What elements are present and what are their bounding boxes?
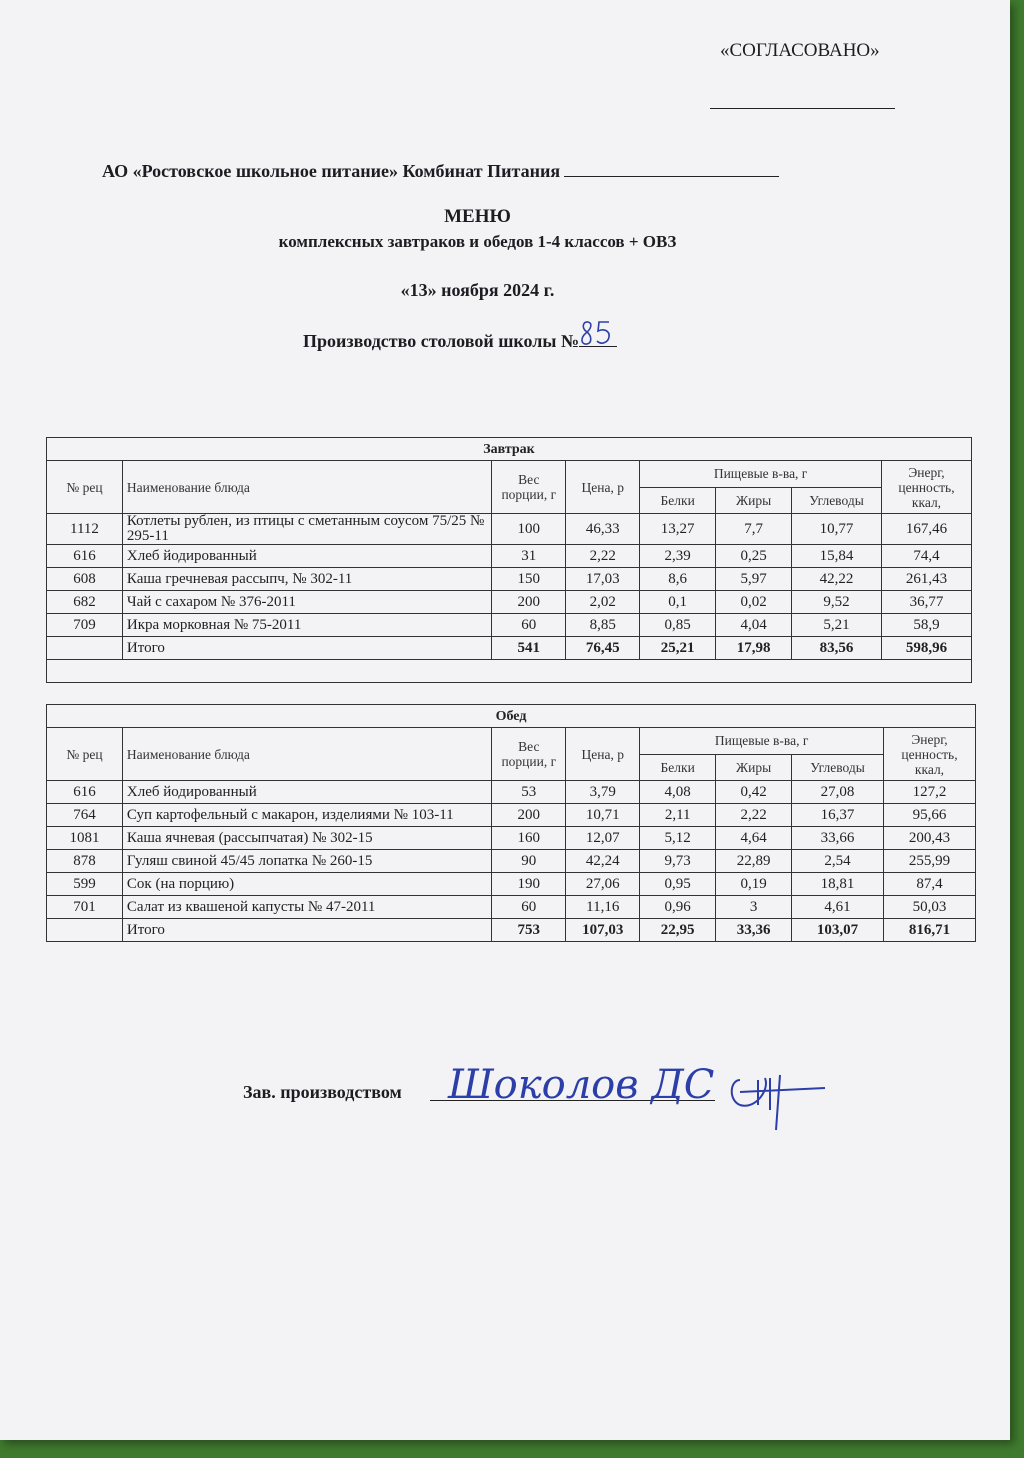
cell-weight: 190: [492, 873, 566, 896]
total-price: 76,45: [566, 637, 640, 660]
cell-price: 3,79: [566, 781, 640, 804]
table-row: [47, 591, 972, 614]
cell-weight: 60: [492, 614, 566, 637]
cell-name: Чай с сахаром № 376-2011: [122, 591, 491, 614]
document-subtitle: комплексных завтраков и обедов 1-4 классов + ОВЗ: [278, 232, 677, 251]
cell-fat: 5,97: [716, 568, 792, 591]
cell-rec: 1081: [47, 827, 123, 850]
breakfast-section-title: Завтрак: [47, 438, 972, 461]
lunch-header-row: [47, 728, 976, 755]
cell-fat: 0,02: [716, 591, 792, 614]
table-row: [47, 850, 976, 873]
spacer-cell: [47, 660, 972, 683]
cell-price: 2,22: [566, 545, 640, 568]
column-header-weight: Вес порции, г: [492, 461, 566, 514]
table-row: [47, 568, 972, 591]
total-weight: 541: [492, 637, 566, 660]
cell-rec: 764: [47, 804, 123, 827]
column-header-fat: Жиры: [716, 754, 792, 781]
cell-fat: 0,19: [716, 873, 792, 896]
cell-fat: 7,7: [716, 514, 792, 545]
cell-carbs: 27,08: [792, 781, 884, 804]
cell-weight: 100: [492, 514, 566, 545]
total-fat: 33,36: [716, 919, 792, 942]
column-header-carbs: Углеводы: [792, 754, 884, 781]
document-date: «13» ноября 2024 г.: [400, 280, 555, 300]
cell-carbs: 2,54: [792, 850, 884, 873]
cell-name: Хлеб йодированный: [122, 545, 491, 568]
cell-fat: 4,04: [716, 614, 792, 637]
total-carbs: 83,56: [792, 637, 882, 660]
cell-protein: 2,39: [640, 545, 716, 568]
cell-energy: 50,03: [884, 896, 976, 919]
cell-energy: 200,43: [884, 827, 976, 850]
production-label: Производство столовой школы №: [303, 331, 580, 351]
cell-rec: 616: [47, 545, 123, 568]
cell-rec: 878: [47, 850, 123, 873]
table-row: [47, 514, 972, 545]
cell-fat: 22,89: [716, 850, 792, 873]
cell-carbs: 16,37: [792, 804, 884, 827]
cell-name: Гуляш свиной 45/45 лопатка № 260-15: [122, 850, 491, 873]
cell-fat: 0,42: [716, 781, 792, 804]
column-header-name: Наименование блюда: [122, 728, 491, 781]
column-header-protein: Белки: [640, 754, 716, 781]
column-header-rec: № рец: [47, 461, 123, 514]
cell-name: Салат из квашеной капусты № 47-2011: [122, 896, 491, 919]
total-label: Итого: [122, 637, 491, 660]
cell-empty: [47, 919, 123, 942]
cell-weight: 60: [492, 896, 566, 919]
table-row: [47, 804, 976, 827]
cell-protein: 0,1: [640, 591, 716, 614]
document-title: МЕНЮ: [444, 206, 511, 227]
cell-energy: 36,77: [881, 591, 971, 614]
cell-name: Хлеб йодированный: [122, 781, 491, 804]
column-header-rec: № рец: [47, 728, 123, 781]
cell-weight: 200: [492, 591, 566, 614]
total-energy: 816,71: [884, 919, 976, 942]
cell-carbs: 18,81: [792, 873, 884, 896]
column-header-name: Наименование блюда: [122, 461, 491, 514]
cell-weight: 53: [492, 781, 566, 804]
cell-protein: 9,73: [640, 850, 716, 873]
cell-rec: 701: [47, 896, 123, 919]
organization-name: АО «Ростовское школьное питание» Комбинат Питания: [102, 161, 561, 181]
total-label: Итого: [122, 919, 491, 942]
cell-rec: 1112: [47, 514, 123, 545]
organization-line: [102, 160, 779, 182]
cell-rec: 709: [47, 614, 123, 637]
organization-blank-line: [564, 160, 779, 177]
column-header-nutrients: Пищевые в-ва, г: [640, 461, 882, 488]
cell-protein: 0,85: [640, 614, 716, 637]
cell-weight: 31: [492, 545, 566, 568]
total-protein: 25,21: [640, 637, 716, 660]
table-row: [47, 781, 976, 804]
total-protein: 22,95: [640, 919, 716, 942]
cell-energy: 74,4: [881, 545, 971, 568]
lunch-total-row: [47, 919, 976, 942]
cell-energy: 58,9: [881, 614, 971, 637]
cell-rec: 682: [47, 591, 123, 614]
approval-signature-line: [710, 108, 895, 109]
cell-price: 11,16: [566, 896, 640, 919]
lunch-section-title: Обед: [47, 705, 976, 728]
cell-energy: 127,2: [884, 781, 976, 804]
production-line: [303, 326, 617, 352]
column-header-price: Цена, р: [566, 728, 640, 781]
cell-weight: 200: [492, 804, 566, 827]
cell-name: Каша ячневая (рассыпчатая) № 302-15: [122, 827, 491, 850]
manager-label: Зав. производством: [243, 1082, 402, 1102]
cell-protein: 5,12: [640, 827, 716, 850]
cell-energy: 167,46: [881, 514, 971, 545]
cell-carbs: 15,84: [792, 545, 882, 568]
cell-price: 27,06: [566, 873, 640, 896]
column-header-weight: Вес порции, г: [492, 728, 566, 781]
breakfast-header-row: [47, 461, 972, 488]
total-weight: 753: [492, 919, 566, 942]
cell-carbs: 10,77: [792, 514, 882, 545]
cell-fat: 3: [716, 896, 792, 919]
cell-carbs: 33,66: [792, 827, 884, 850]
cell-rec: 608: [47, 568, 123, 591]
school-number-handwriting: [577, 318, 621, 348]
total-price: 107,03: [566, 919, 640, 942]
cell-fat: 2,22: [716, 804, 792, 827]
breakfast-total-row: [47, 637, 972, 660]
cell-price: 17,03: [566, 568, 640, 591]
cell-rec: 616: [47, 781, 123, 804]
manager-signature-handwriting: [440, 1050, 840, 1140]
cell-energy: 255,99: [884, 850, 976, 873]
breakfast-section-row: [47, 438, 972, 461]
cell-price: 46,33: [566, 514, 640, 545]
lunch-table: [46, 704, 976, 942]
cell-price: 42,24: [566, 850, 640, 873]
cell-weight: 90: [492, 850, 566, 873]
cell-weight: 160: [492, 827, 566, 850]
approved-stamp-text: «СОГЛАСОВАНО»: [720, 40, 880, 61]
cell-price: 12,07: [566, 827, 640, 850]
cell-empty: [47, 637, 123, 660]
total-fat: 17,98: [716, 637, 792, 660]
cell-energy: 261,43: [881, 568, 971, 591]
cell-protein: 0,95: [640, 873, 716, 896]
column-header-protein: Белки: [640, 487, 716, 514]
cell-carbs: 5,21: [792, 614, 882, 637]
cell-protein: 13,27: [640, 514, 716, 545]
table-row: [47, 545, 972, 568]
cell-name: Каша гречневая рассыпч, № 302-11: [122, 568, 491, 591]
cell-protein: 0,96: [640, 896, 716, 919]
cell-rec: 599: [47, 873, 123, 896]
cell-protein: 4,08: [640, 781, 716, 804]
cell-fat: 0,25: [716, 545, 792, 568]
cell-energy: 95,66: [884, 804, 976, 827]
lunch-section-row: [47, 705, 976, 728]
total-energy: 598,96: [881, 637, 971, 660]
cell-fat: 4,64: [716, 827, 792, 850]
cell-name: Икра морковная № 75-2011: [122, 614, 491, 637]
table-row: [47, 896, 976, 919]
column-header-price: Цена, р: [566, 461, 640, 514]
cell-weight: 150: [492, 568, 566, 591]
signature-text: Шоколов ДС: [448, 1062, 715, 1108]
cell-protein: 8,6: [640, 568, 716, 591]
cell-carbs: 9,52: [792, 591, 882, 614]
cell-name: Котлеты рублен, из птицы с сметанным соусом 75/25 № 295-11: [122, 514, 491, 545]
section-spacer-row: [47, 660, 972, 683]
cell-name: Суп картофельный с макарон, изделиями № 103-11: [122, 804, 491, 827]
cell-protein: 2,11: [640, 804, 716, 827]
table-row: [47, 827, 976, 850]
table-row: [47, 614, 972, 637]
cell-price: 2,02: [566, 591, 640, 614]
cell-carbs: 4,61: [792, 896, 884, 919]
school-number-field: [579, 326, 617, 347]
column-header-fat: Жиры: [716, 487, 792, 514]
breakfast-table: [46, 437, 972, 683]
column-header-carbs: Углеводы: [792, 487, 882, 514]
table-row: [47, 873, 976, 896]
column-header-energy: Энерг, ценность, ккал,: [881, 461, 971, 514]
column-header-energy: Энерг, ценность, ккал,: [884, 728, 976, 781]
cell-price: 10,71: [566, 804, 640, 827]
column-header-nutrients: Пищевые в-ва, г: [640, 728, 884, 755]
cell-name: Сок (на порцию): [122, 873, 491, 896]
cell-price: 8,85: [566, 614, 640, 637]
total-carbs: 103,07: [792, 919, 884, 942]
cell-energy: 87,4: [884, 873, 976, 896]
cell-carbs: 42,22: [792, 568, 882, 591]
